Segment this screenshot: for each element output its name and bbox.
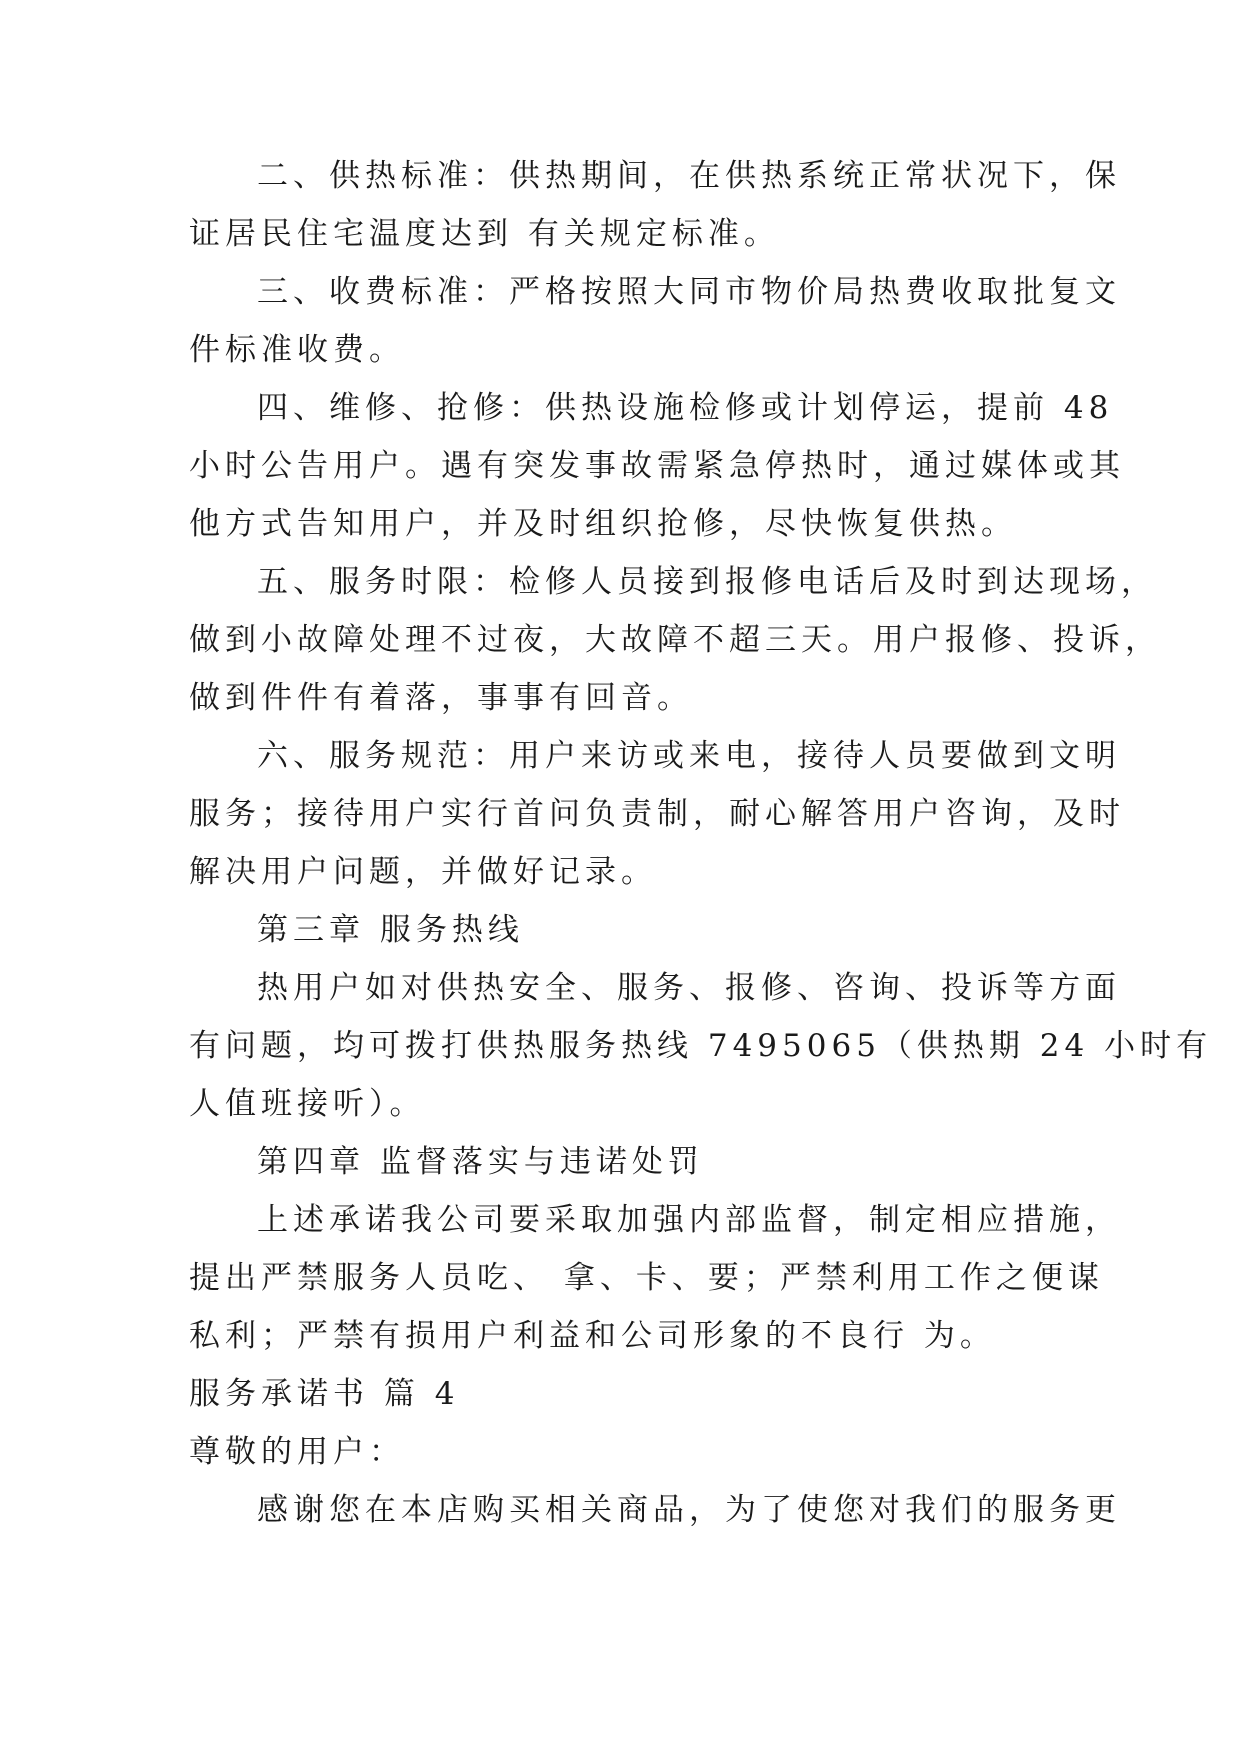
text-line: 做到小故障处理不过夜，大故障不超三天。用户报修、投诉，	[189, 622, 1161, 658]
text-line: 第三章 服务热线	[257, 912, 524, 948]
text-line: 三、收费标准：严格按照大同市物价局热费收取批复文	[257, 274, 1121, 310]
text-line: 服务承诺书 篇 4	[189, 1376, 460, 1412]
text-line: 他方式告知用户，并及时组织抢修，尽快恢复供热。	[189, 506, 1017, 542]
text-line: 解决用户问题，并做好记录。	[189, 854, 657, 890]
text-line: 第四章 监督落实与违诺处罚	[257, 1144, 704, 1180]
text-line: 件标准收费。	[189, 332, 405, 368]
text-line: 有问题，均可拨打供热服务热线 7495065（供热期 24 小时有	[189, 1028, 1213, 1064]
text-line: 服务；接待用户实行首问负责制，耐心解答用户咨询，及时	[189, 796, 1125, 832]
text-line: 尊敬的用户：	[189, 1434, 405, 1470]
text-line: 私利；严禁有损用户利益和公司形象的不良行 为。	[189, 1318, 996, 1354]
document-body	[189, 158, 1213, 1550]
text-line: 做到件件有着落，事事有回音。	[189, 680, 693, 716]
text-line: 感谢您在本店购买相关商品，为了使您对我们的服务更	[257, 1492, 1121, 1528]
text-line: 二、供热标准：供热期间，在供热系统正常状况下，保	[257, 158, 1121, 194]
text-line: 四、维修、抢修：供热设施检修或计划停运，提前 48	[257, 390, 1114, 426]
text-line: 证居民住宅温度达到 有关规定标准。	[189, 216, 780, 252]
text-line: 上述承诺我公司要采取加强内部监督，制定相应措施，	[257, 1202, 1121, 1238]
text-line: 六、服务规范：用户来访或来电，接待人员要做到文明	[257, 738, 1121, 774]
text-line: 人值班接听）。	[189, 1086, 426, 1122]
text-line: 热用户如对供热安全、服务、报修、咨询、投诉等方面	[257, 970, 1121, 1006]
text-line: 提出严禁服务人员吃、 拿、卡、要；严禁利用工作之便谋	[189, 1260, 1104, 1296]
text-line: 小时公告用户。遇有突发事故需紧急停热时，通过媒体或其	[189, 448, 1125, 484]
text-line: 五、服务时限：检修人员接到报修电话后及时到达现场，	[257, 564, 1157, 600]
